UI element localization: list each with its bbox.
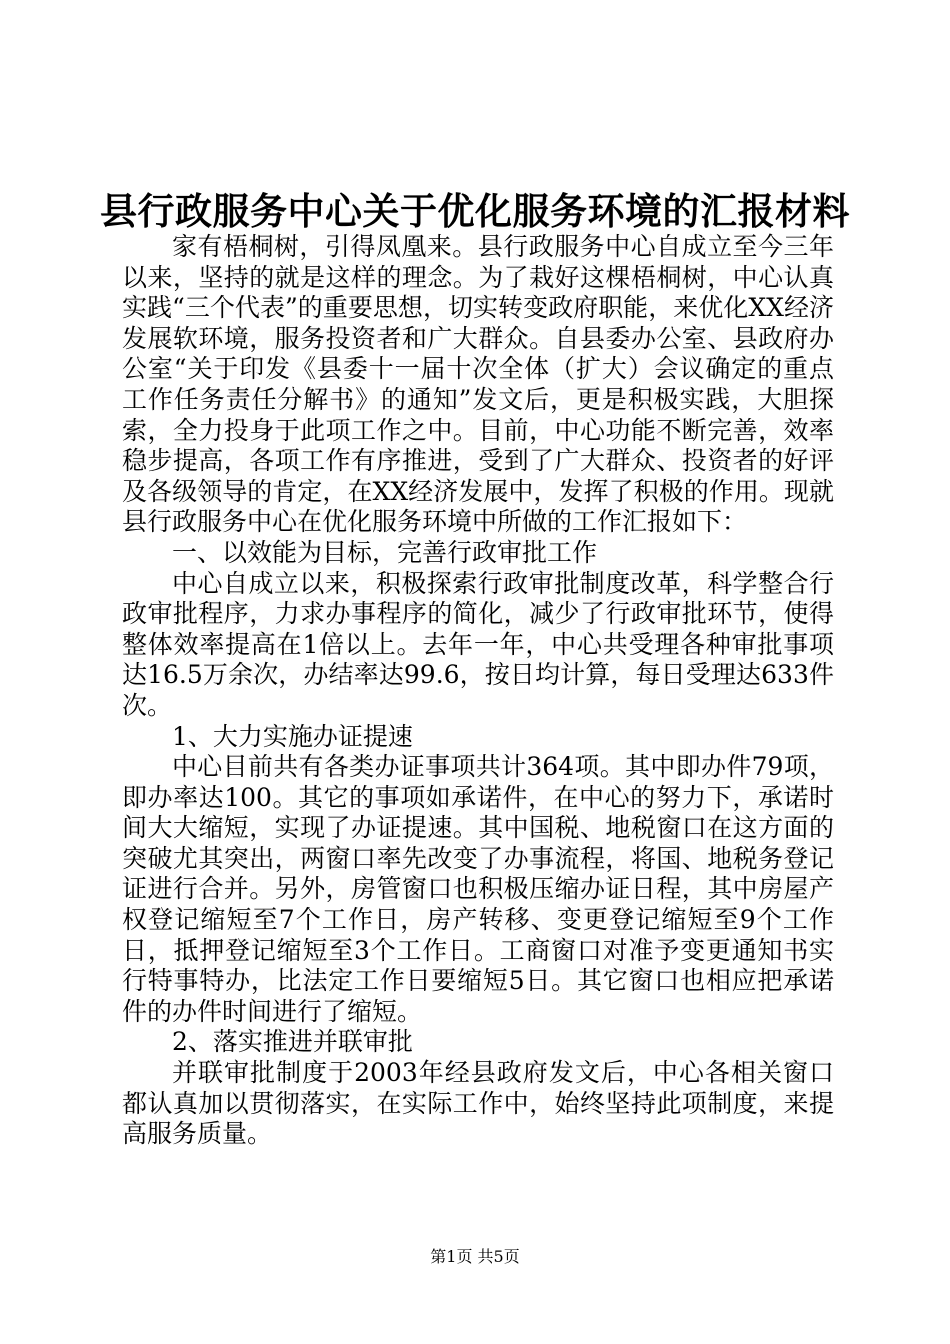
paragraph: 并联审批制度于2003年经县政府发文后，中心各相关窗口都认真加以贯彻落实，在实际工作中，始终坚持此项制度，来提高服务质量。	[122, 1058, 834, 1149]
page-number-footer: 第1页 共5页	[430, 1247, 520, 1266]
paragraph: 中心目前共有各类办证事项共计364项。其中即办件79项，即办率达100。其它的事项如承诺件，在中心的努力下，承诺时间大大缩短，实现了办证提速。其中国税、地税窗口在这方面的突破尤其突出，两窗口率先改变了办事流程，将国、地税务登记证进行合并。另外，房管窗口也积极压缩办证日程，其中房屋产权登记缩短至7个工作日，房产转移、变更登记缩短至9个工作日，抵押登记缩短至3个工作日。工商窗口对准予变更通知书实行特事特办，比法定工作日要缩短5日。其它窗口也相应把承诺件的办件时间进行了缩短。	[122, 752, 834, 1026]
subsection-heading: 2、落实推进并联审批	[172, 1027, 413, 1057]
subsection-heading: 1、大力实施办证提速	[172, 721, 413, 751]
document-body	[122, 232, 834, 1150]
paragraph-intro: 家有梧桐树，引得凤凰来。县行政服务中心自成立至今三年以来，坚持的就是这样的理念。为了栽好这棵梧桐树，中心认真实践“三个代表”的重要思想，切实转变政府职能，来优化XX经济发展软环境，服务投资者和广大群众。自县委办公室、县政府办公室“关于印发《县委十一届十次全体（扩大）会议确定的重点工作任务责任分解书》的通知”发文后，更是积极实践，大胆探索，全力投身于此项工作之中。目前，中心功能不断完善，效率稳步提高，各项工作有序推进，受到了广大群众、投资者的好评及各级领导的肯定，在XX经济发展中，发挥了积极的作用。现就县行政服务中心在优化服务环境中所做的工作汇报如下：	[122, 232, 834, 537]
section-heading: 一、以效能为目标，完善行政审批工作	[172, 537, 598, 567]
paragraph: 中心自成立以来，积极探索行政审批制度改革，科学整合行政审批程序，力求办事程序的简化，减少了行政审批环节，使得整体效率提高在1倍以上。去年一年，中心共受理各种审批事项达16.5万余次，办结率达99.6，按日均计算，每日受理达633件次。	[122, 568, 834, 720]
document-title: 县行政服务中心关于优化服务环境的汇报材料	[100, 189, 850, 233]
